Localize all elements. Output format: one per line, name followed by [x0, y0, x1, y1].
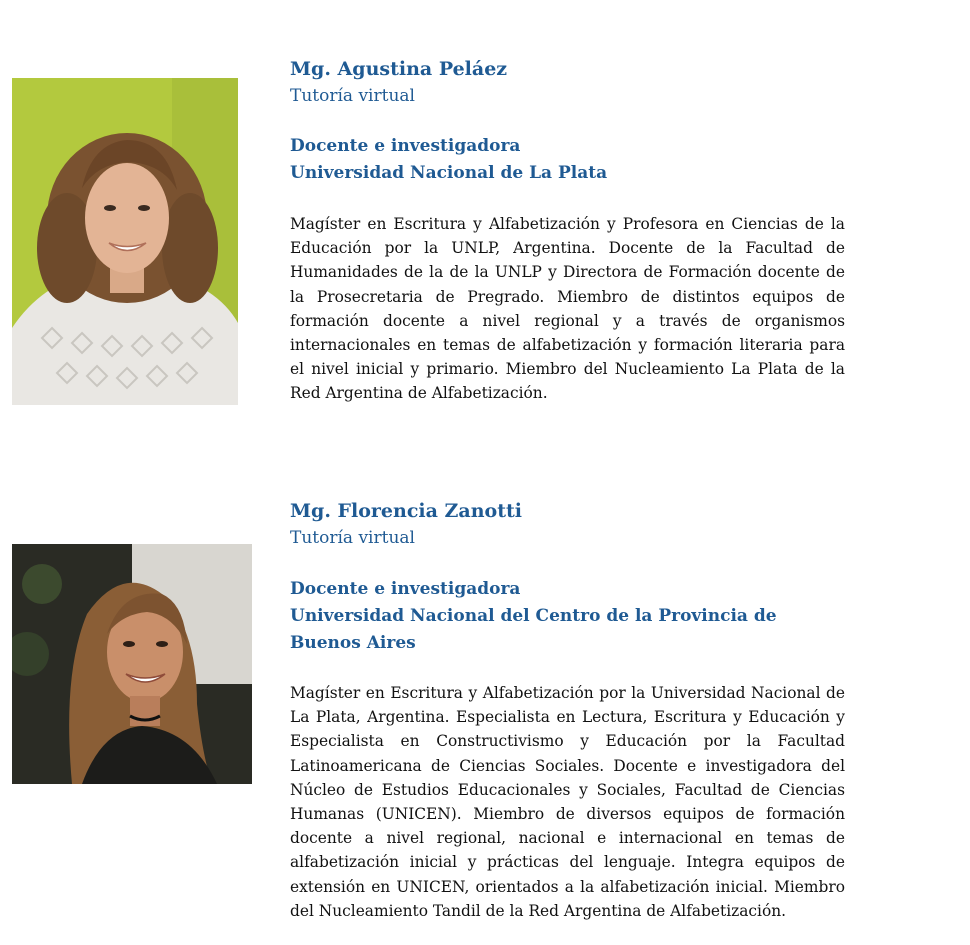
person-role: Tutoría virtual — [290, 86, 415, 106]
portrait-illustration — [12, 78, 238, 405]
person-name: Mg. Agustina Peláez — [290, 58, 508, 80]
person-institution: Universidad Nacional del Centro de la Provincia de Buenos Aires — [290, 606, 777, 653]
profile-photo — [12, 544, 252, 784]
person-role: Tutoría virtual — [290, 528, 415, 548]
person-bio: Magíster en Escritura y Alfabetización por la Universidad Nacional de La Plata, Argentina. Especialista en Lectura, Escritura y Educación y Especialista en Constructivismo y Educación por la Facultad Latinoamericana de Ciencias Sociales. Docente e investigadora del Núcleo de Estudios Educacionales y Sociales, Facultad de Ciencias Humanas (UNICEN). Miembro de diversos equipos de formación docente a nivel regional, nacional e internacional en temas de alfabetización inicial y prácticas del lenguaje. Integra equipos de extensión en UNICEN, orientados a la alfabetización inicial. Miembro del Nucleamiento Tandil de la Red Argentina de Alfabetización. — [290, 684, 845, 920]
profile-photo — [12, 78, 238, 405]
person-institution: Universidad Nacional de La Plata — [290, 163, 608, 183]
person-name: Mg. Florencia Zanotti — [290, 500, 522, 522]
portrait-illustration — [12, 544, 252, 784]
person-position: Docente e investigadora — [290, 579, 521, 599]
person-position: Docente e investigadora — [290, 136, 521, 156]
person-bio: Magíster en Escritura y Alfabetización y Profesora en Ciencias de la Educación por la UNLP, Argentina. Docente de la Facultad de Humanidades de la de la UNLP y Directora de Formación docente de la Prosecretaria de Pregrado. Miembro de distintos equipos de formación docente a nivel regional y a través de organismos internacionales en temas de alfabetización y formación literaria para el nivel inicial y primario. Miembro del Nucleamiento La Plata de la Red Argentina de Alfabetización. — [290, 215, 845, 403]
